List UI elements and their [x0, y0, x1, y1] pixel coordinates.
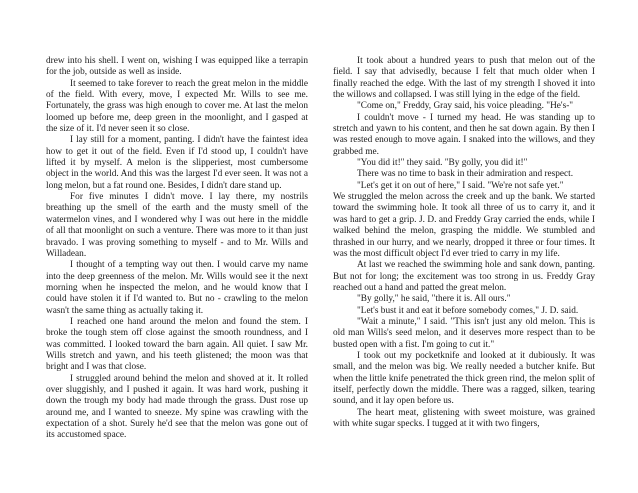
paragraph: "Let's bust it and eat it before somebody comes," J. D. said. [357, 305, 579, 316]
paragraph: I took out my pocketknife and looked at it dubiously. It was small, and the melon was big. We really needed a butcher knife. But when the little knife penetrated the thick green rind, the melon split of itself, perfectly down the middle. There was a ragged, silken, tearing sound, and it lay open before us. [333, 350, 595, 407]
paragraph: I reached one hand around the melon and found the stem. I broke the tough stem off close against the smooth roundness, and I was committed. I looked toward the barn again. All quiet. I saw Mr. Wills stretch and yawn, and his teeth glistened; the moon was that bright and I was that close. [46, 316, 308, 373]
paragraph: There was no time to bask in their admiration and respect. [357, 169, 574, 180]
paragraph: "You did it!" they said. "By golly, you did it!" [357, 158, 528, 169]
paragraph: I lay still for a moment, panting. I didn't have the faintest idea how to get it out of the field. Even if I'd stood up, I couldn't have lifted it by myself. A melon is the slipperiest, most cumbersome object in the world. And this was the largest I'd ever seen. It was not a long melon, but a fat round one. Besides, I didn't dare stand up. [46, 135, 308, 191]
paragraph: "By golly," he said, "there it is. All ours." [357, 294, 511, 305]
paragraph: It took about a hundred years to push that melon out of the field. I say that advisedly, because I felt that much older when I finally reached the edge. With the last of my strength I shoved it into the willows and collapsed. I was still lying in the edge of the field. [333, 56, 595, 101]
left-column [46, 56, 308, 442]
paragraph: The heart meat, glistening with sweet moisture, was grained with white sugar specks. I tugged at it with two fingers, [333, 407, 595, 429]
paragraph: drew into his shell. I went on, wishing I was equipped like a terrapin for the job, outside as well as inside. [46, 56, 308, 78]
paragraph: I thought of a tempting way out then. I would carve my name into the deep greenness of the melon. Mr. Wills would see it the next morning when he inspected the melon, and he would know that I could have stolen it if I'd wanted to. But no - crawling to the melon wasn't the same thing as actually taking it. [46, 260, 308, 316]
right-column [333, 56, 595, 430]
paragraph: I couldn't move - I turned my head. He was standing up to stretch and yawn to his content, and then he sat down again. By then I was rested enough to move again. I snaked into the willows, and they grabbed me. [333, 112, 595, 157]
paragraph: It seemed to take forever to reach the great melon in the middle of the field. With every, move, I expected Mr. Wills to see me. Fortunately, the grass was high enough to cover me. At last the melon loomed up before me, deep green in the moonlight, and I gasped at the size of it. I'd never seen it so close. [46, 78, 308, 135]
paragraph: At last we reached the swimming hole and sank down, panting. But not for long; the excitement was too strong in us. Freddy Gray reached out a hand and patted the great melon. [333, 260, 595, 293]
paragraph: We struggled the melon across the creek and up the bank. We started toward the swimming hole. It took all three of us to carry it, and it was hard to get a grip. J. D. and Freddy Gray carried the ends, while I walked behind the melon, grasping the middle. We stumbled and thrashed in our hurry, and we nearly, dropped it three or four times. It was the most difficult object I'd ever tried to carry in my life. [333, 192, 595, 259]
paragraph: "Wait a minute," I said. "This isn't just any old melon. This is old man Wills's seed melon, and it deserves more respect than to be busted open with a fist. I'm going to cut it." [333, 316, 595, 350]
paragraph: "Come on," Freddy, Gray said, his voice pleading. "He's-" [357, 101, 574, 112]
paragraph: For five minutes I didn't move. I lay there, my nostrils breathing up the smell of the earth and the musty smell of the watermelon vines, and I wondered why I was out here in the middle of all that moonlight on such a venture. There was more to it than just bravado. I was proving something to myself - and to Mr. Wills and Willadean. [46, 192, 308, 259]
paragraph: I struggled around behind the melon and shoved at it. It rolled over sluggishly, and I pushed it again. It was hard work, pushing it down the trough my body had made through the grass. Dust rose up around me, and I wanted to sneeze. My spine was crawling with the expectation of a shot. Surely he'd see that the melon was gone out of its accustomed space. [46, 373, 308, 441]
paragraph: "Let's get it on out of here," I said. "We're not safe yet." [357, 180, 564, 191]
